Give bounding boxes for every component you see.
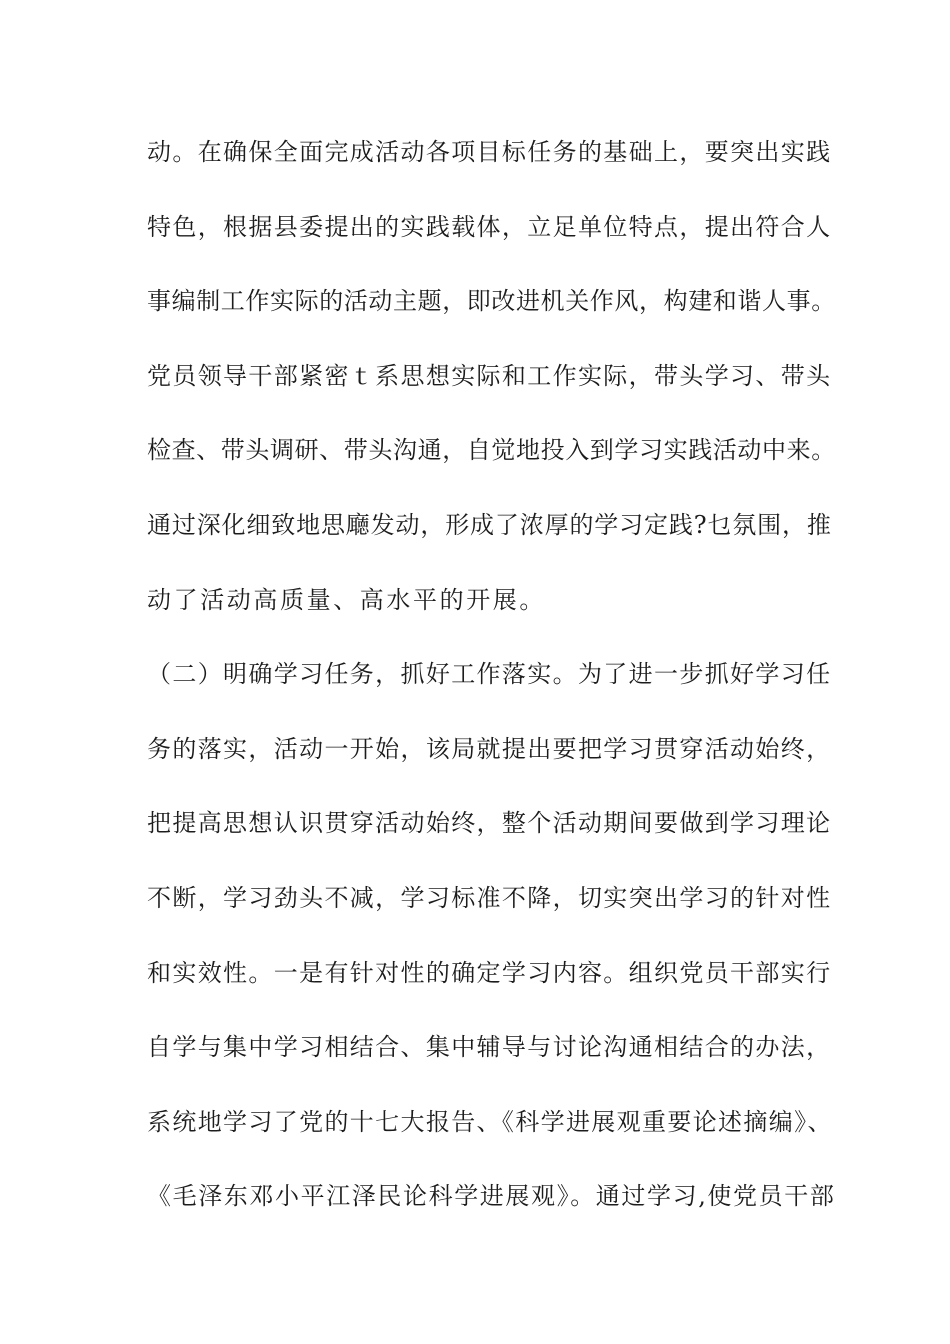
text-line: 自学与集中学习相结合、集中辅导与讨论沟通相结合的办法， [147,1033,832,1062]
text-line: 《毛泽东邓小平江泽民论科学进展观》。通过学习,使党员干部 [147,1182,836,1211]
text-line: 动。在确保全面完成活动各项目标任务的基础上，要突出实践 [147,138,832,166]
section-heading-line: （二）明确学习任务，抓好工作落实。为了进一步抓好学习任 [147,660,832,689]
text-line: 系统地学习了党的十七大报告、《科学进展观重要论述摘编》、 [147,1107,833,1136]
text-line: 动了活动高质量、高水平的开展。 [147,585,546,614]
text-line: 党员领导干部紧密ｔ系思想实际和工作实际，带头学习、带头 [147,361,832,390]
text-line: 把提高思想认识贯穿活动始终，整个活动期间要做到学习理论 [147,809,832,838]
text-line: 务的落实，活动一开始，该局就提出要把学习贯穿活动始终， [147,734,832,763]
text-line: 和实效性。一是有针对性的确定学习内容。组织党员干部实行 [147,958,832,987]
text-line: 通过深化细致地思廰发动，形成了浓厚的学习定践?乜氛围，推 [147,510,832,539]
text-line: 不断，学习劲头不减，学习标准不降，切实突出学习的针对性 [147,883,832,912]
text-line: 事编制工作实际的活动主题，即改进机关作风，构建和谐人事。 [147,287,836,316]
text-line: 特色，根据县委提出的实践载体，立足单位特点，提出符合人 [147,212,832,241]
document-body [147,132,836,1251]
text-line: 检查、带头调研、带头沟通，自觉地投入到学习实践活动中来。 [147,436,836,465]
